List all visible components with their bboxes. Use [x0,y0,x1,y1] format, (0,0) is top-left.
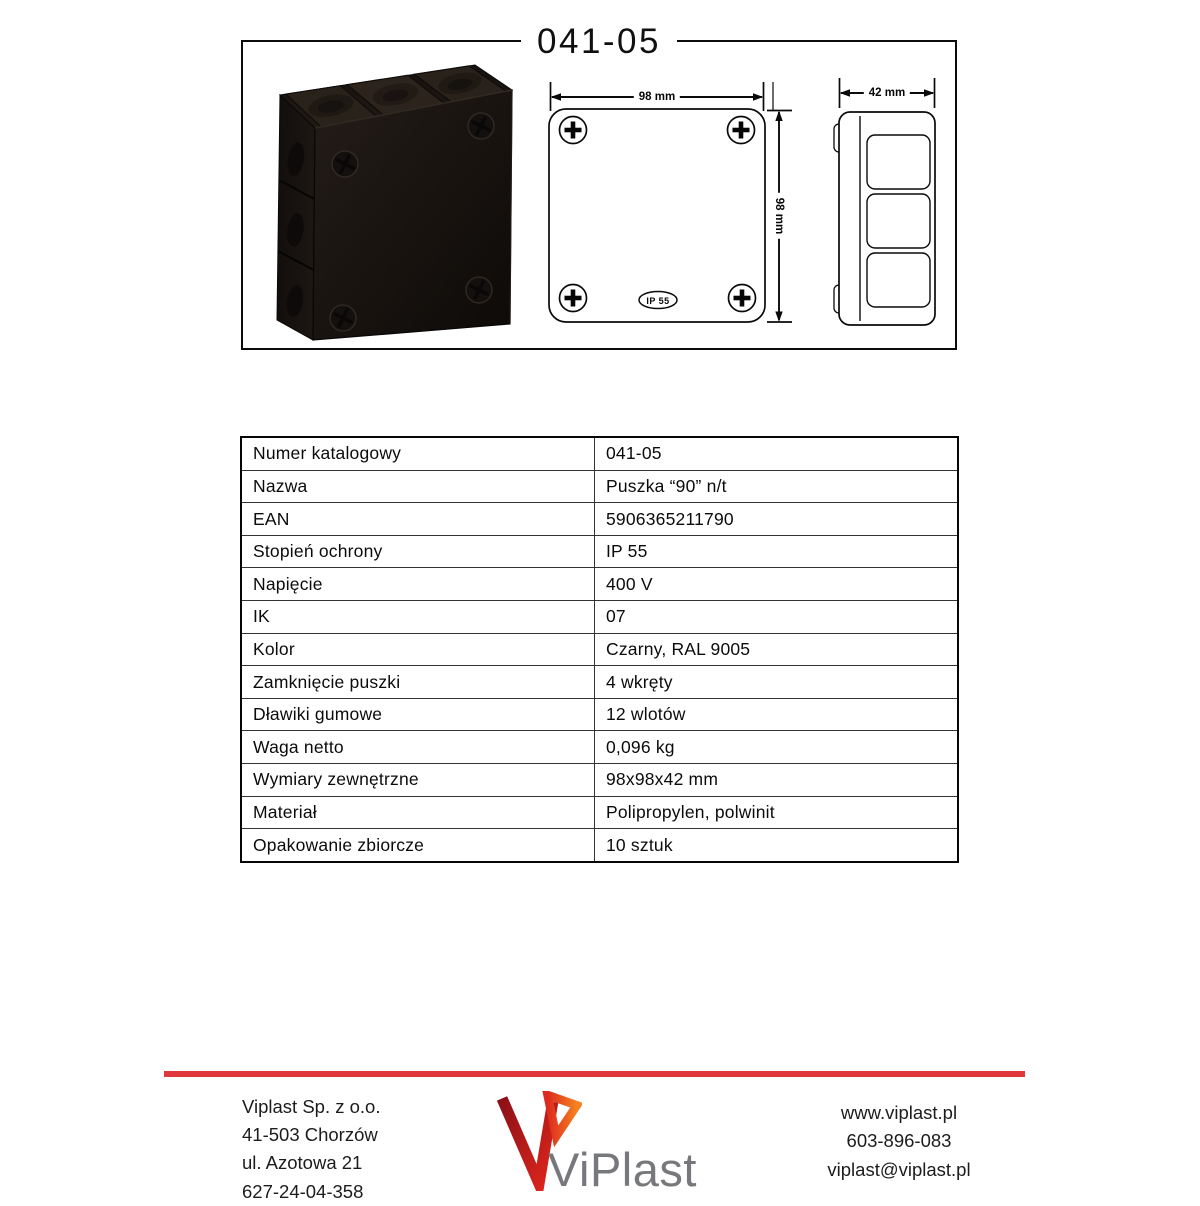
spec-value: 12 wlotów [594,699,957,731]
website-link: www.viplast.pl [840,1102,958,1123]
spec-value: 5906365211790 [594,503,957,535]
spec-value: Polipropylen, polwinit [594,797,957,829]
table-row [242,698,957,731]
screw-icons [560,117,756,312]
spec-label: Kolor [253,638,295,659]
table-row [242,763,957,796]
front-width-dimension: 98 mm [634,91,680,103]
phone-number: 603-896-083 [846,1130,952,1152]
company-city: 41-503 Chorzów [242,1124,378,1146]
company-street: ul. Azotowa 21 [242,1152,363,1174]
spec-label: Waga netto [253,736,344,757]
table-row [242,567,957,600]
table-row [242,470,957,503]
spec-value: 041-05 [594,438,957,470]
catalog-number-title: 041-05 [521,22,677,62]
table-row [242,828,957,861]
spec-label: Zamknięcie puszki [253,671,401,692]
spec-label: IK [253,606,270,627]
table-row [242,535,957,568]
table-row [242,600,957,633]
spec-value: 07 [594,601,957,633]
spec-value: Czarny, RAL 9005 [594,634,957,666]
side-view-drawing [834,78,935,325]
spec-label: Napięcie [253,573,323,594]
table-row [242,438,957,470]
spec-label: EAN [253,508,290,529]
contact-block [794,1099,1004,1184]
product-photo [277,65,512,340]
technical-drawing [243,42,955,345]
table-row [242,796,957,829]
front-view-drawing [549,82,792,322]
company-name: Viplast Sp. z o.o. [242,1096,381,1117]
spec-value: 98x98x42 mm [594,764,957,796]
company-address-block [242,1093,381,1206]
spec-value: 4 wkręty [594,666,957,698]
spec-table [240,436,959,863]
spec-label: Opakowanie zbiorcze [253,834,425,855]
spec-value: 400 V [594,568,957,600]
viplast-logo-text: ViPlast [548,1143,697,1196]
spec-label: Stopień ochrony [253,541,383,562]
company-number: 627-24-04-358 [242,1180,364,1202]
spec-label: Wymiary zewnętrzne [253,769,419,790]
spec-value: 10 sztuk [594,829,957,861]
table-row [242,502,957,535]
spec-label: Materiał [253,802,317,822]
spec-label: Numer katalogowy [253,443,402,464]
side-depth-dimension: 42 mm [864,87,910,99]
spec-value: 0,096 kg [594,731,957,763]
ip-rating-badge: IP 55 [646,295,670,306]
table-row [242,730,957,763]
spec-label: Nazwa [253,475,308,496]
footer-divider [164,1071,1025,1077]
spec-label: Dławiki gumowe [253,704,383,725]
spec-value: IP 55 [594,536,957,568]
product-panel [241,22,957,350]
table-row [242,665,957,698]
front-height-dimension: 98 mm [773,193,785,239]
email-link: viplast@viplast.pl [827,1158,971,1180]
table-row [242,633,957,666]
spec-value: Puszka “90” n/t [594,471,957,503]
viplast-logo [496,1089,711,1199]
